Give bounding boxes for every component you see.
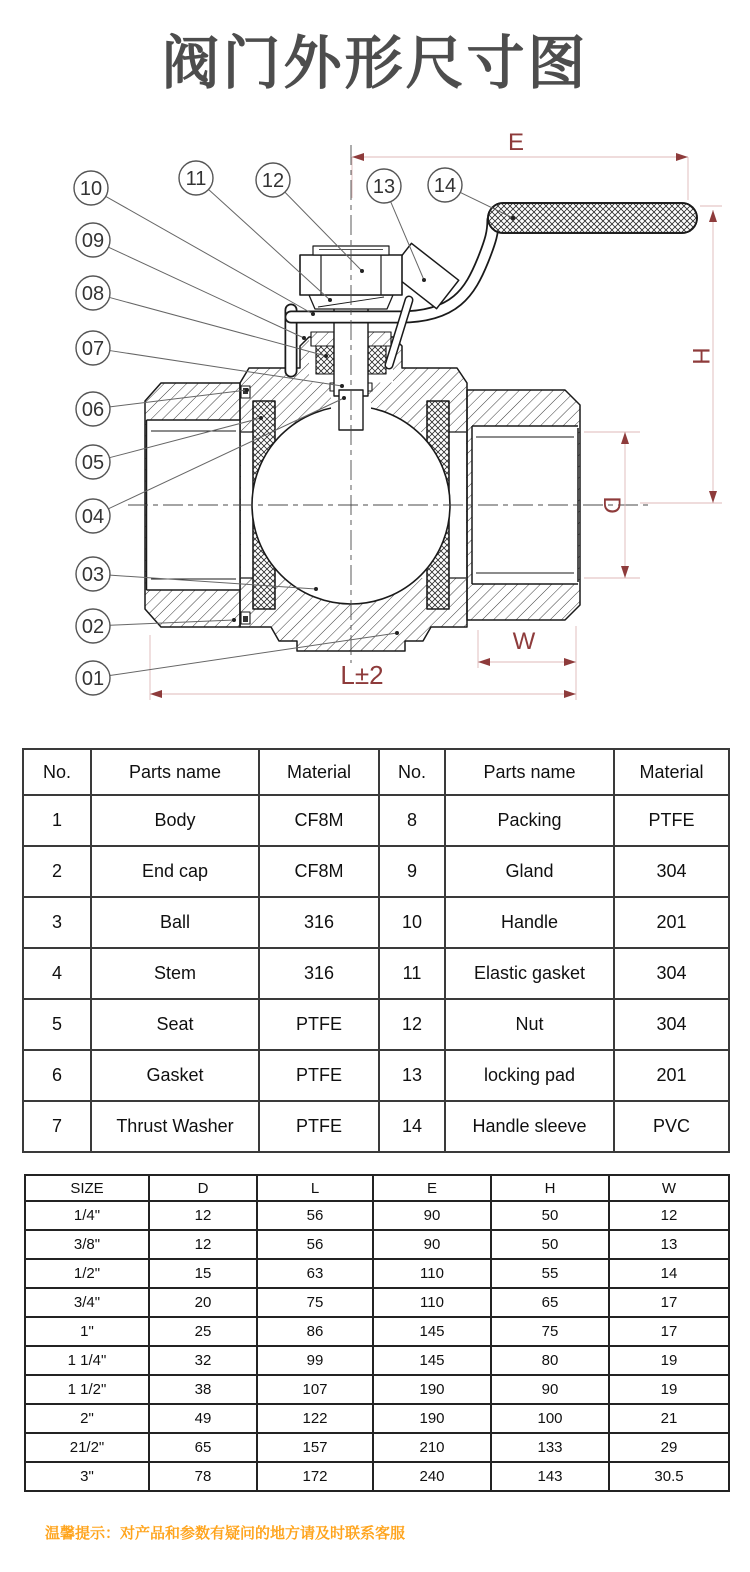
- table-cell: PTFE: [614, 795, 729, 846]
- table-row: [23, 846, 729, 897]
- column-header: E: [373, 1175, 491, 1201]
- column-header: Parts name: [445, 749, 614, 795]
- table-cell: 99: [257, 1346, 373, 1375]
- table-cell: 55: [491, 1259, 609, 1288]
- table-cell: 107: [257, 1375, 373, 1404]
- table-cell: Gland: [445, 846, 614, 897]
- table-row: [25, 1288, 729, 1317]
- column-header: Material: [259, 749, 379, 795]
- table-cell: Handle sleeve: [445, 1101, 614, 1152]
- table-row: [25, 1433, 729, 1462]
- callout-number: 13: [372, 176, 396, 198]
- table-cell: 15: [149, 1259, 257, 1288]
- table-cell: 7: [23, 1101, 91, 1152]
- table-cell: 201: [614, 897, 729, 948]
- callout-number: 06: [81, 399, 105, 421]
- table-row: [25, 1317, 729, 1346]
- footer-note: 温馨提示：对产品和参数有疑问的地方请及时联系客服: [45, 1525, 406, 1542]
- table-cell: 1/4": [25, 1201, 149, 1230]
- table-cell: 157: [257, 1433, 373, 1462]
- table-cell: 78: [149, 1462, 257, 1491]
- handle-sleeve: [488, 203, 697, 233]
- table-cell: 172: [257, 1462, 373, 1491]
- table-row: [25, 1404, 729, 1433]
- table-cell: PTFE: [259, 1101, 379, 1152]
- callout-number: 11: [185, 168, 207, 190]
- table-cell: 90: [491, 1375, 609, 1404]
- table-cell: CF8M: [259, 846, 379, 897]
- table-cell: 143: [491, 1462, 609, 1491]
- table-cell: 110: [373, 1259, 491, 1288]
- table-cell: Ball: [91, 897, 259, 948]
- callout-number: 14: [433, 175, 457, 197]
- table-row: [23, 897, 729, 948]
- column-header: Material: [614, 749, 729, 795]
- column-header: L: [257, 1175, 373, 1201]
- table-row: [25, 1201, 729, 1230]
- table-cell: 201: [614, 1050, 729, 1101]
- table-cell: 32: [149, 1346, 257, 1375]
- table-cell: Stem: [91, 948, 259, 999]
- dim-label-h: H: [687, 347, 714, 365]
- table-cell: 19: [609, 1375, 729, 1404]
- table-cell: 19: [609, 1346, 729, 1375]
- table-cell: 8: [379, 795, 445, 846]
- table-cell: 17: [609, 1317, 729, 1346]
- table-cell: Seat: [91, 999, 259, 1050]
- callout-balloon-14: [428, 168, 515, 220]
- callout-number: 05: [81, 452, 105, 474]
- callout-number: 09: [81, 230, 105, 252]
- table-cell: 5: [23, 999, 91, 1050]
- table-row: [23, 999, 729, 1050]
- table-row: [23, 1101, 729, 1152]
- dim-label-w: W: [512, 628, 536, 655]
- table-cell: Nut: [445, 999, 614, 1050]
- table-cell: 9: [379, 846, 445, 897]
- table-cell: 29: [609, 1433, 729, 1462]
- table-cell: 30.5: [609, 1462, 729, 1491]
- table-cell: 10: [379, 897, 445, 948]
- table-cell: 14: [609, 1259, 729, 1288]
- table-cell: 1/2": [25, 1259, 149, 1288]
- callout-number: 12: [261, 170, 285, 192]
- callout-number: 08: [81, 283, 105, 305]
- valve-drawing: [0, 115, 750, 740]
- table-cell: 110: [373, 1288, 491, 1317]
- table-cell: 190: [373, 1375, 491, 1404]
- table-cell: CF8M: [259, 795, 379, 846]
- table-cell: Packing: [445, 795, 614, 846]
- table-cell: locking pad: [445, 1050, 614, 1101]
- table-row: [25, 1259, 729, 1288]
- table-cell: 133: [491, 1433, 609, 1462]
- column-header: No.: [379, 749, 445, 795]
- table-cell: 38: [149, 1375, 257, 1404]
- table-cell: 75: [491, 1317, 609, 1346]
- table-cell: 1 1/4": [25, 1346, 149, 1375]
- table-row: [25, 1462, 729, 1491]
- table-cell: 63: [257, 1259, 373, 1288]
- table-cell: 2: [23, 846, 91, 897]
- table-cell: 12: [149, 1201, 257, 1230]
- table-cell: 2": [25, 1404, 149, 1433]
- callout-number: 03: [81, 564, 105, 586]
- table-cell: 190: [373, 1404, 491, 1433]
- table-cell: Thrust Washer: [91, 1101, 259, 1152]
- table-cell: 25: [149, 1317, 257, 1346]
- column-header: SIZE: [25, 1175, 149, 1201]
- table-cell: 90: [373, 1230, 491, 1259]
- column-header: H: [491, 1175, 609, 1201]
- column-header: D: [149, 1175, 257, 1201]
- callout-number: 10: [79, 178, 103, 200]
- table-cell: 56: [257, 1230, 373, 1259]
- dim-label-e: E: [507, 129, 525, 156]
- table-cell: PVC: [614, 1101, 729, 1152]
- table-cell: PTFE: [259, 999, 379, 1050]
- table-row: [23, 795, 729, 846]
- table-cell: 49: [149, 1404, 257, 1433]
- table-cell: 14: [379, 1101, 445, 1152]
- table-cell: 13: [609, 1230, 729, 1259]
- table-row: [25, 1346, 729, 1375]
- table-cell: 90: [373, 1201, 491, 1230]
- table-cell: 1 1/2": [25, 1375, 149, 1404]
- table-cell: 304: [614, 948, 729, 999]
- table-cell: 50: [491, 1230, 609, 1259]
- table-cell: 75: [257, 1288, 373, 1317]
- table-cell: 80: [491, 1346, 609, 1375]
- callout-number: 01: [81, 668, 105, 690]
- table-cell: 6: [23, 1050, 91, 1101]
- dim-label-l: L±2: [340, 660, 384, 690]
- table-cell: 316: [259, 897, 379, 948]
- table-cell: 145: [373, 1317, 491, 1346]
- table-cell: PTFE: [259, 1050, 379, 1101]
- table-cell: 21/2": [25, 1433, 149, 1462]
- table-cell: Gasket: [91, 1050, 259, 1101]
- parts-table: [22, 748, 730, 1153]
- table-cell: 20: [149, 1288, 257, 1317]
- table-row: [23, 948, 729, 999]
- dim-label-d: D: [598, 496, 625, 514]
- table-cell: 56: [257, 1201, 373, 1230]
- table-row: [25, 1230, 729, 1259]
- parts-table-header-row: [23, 749, 729, 795]
- table-cell: 1": [25, 1317, 149, 1346]
- table-cell: 12: [609, 1201, 729, 1230]
- table-cell: 304: [614, 999, 729, 1050]
- table-cell: 12: [379, 999, 445, 1050]
- table-cell: 17: [609, 1288, 729, 1317]
- table-cell: Handle: [445, 897, 614, 948]
- column-header: No.: [23, 749, 91, 795]
- column-header: W: [609, 1175, 729, 1201]
- table-cell: 86: [257, 1317, 373, 1346]
- table-cell: End cap: [91, 846, 259, 897]
- table-cell: 65: [149, 1433, 257, 1462]
- table-cell: 13: [379, 1050, 445, 1101]
- table-cell: 210: [373, 1433, 491, 1462]
- table-cell: 50: [491, 1201, 609, 1230]
- callout-number: 07: [81, 338, 105, 360]
- callout-balloon-09: [76, 223, 306, 340]
- table-row: [23, 1050, 729, 1101]
- table-cell: 12: [149, 1230, 257, 1259]
- table-row: [25, 1375, 729, 1404]
- table-cell: 3/8": [25, 1230, 149, 1259]
- table-cell: 3": [25, 1462, 149, 1491]
- callout-number: 04: [81, 506, 105, 528]
- table-cell: 3/4": [25, 1288, 149, 1317]
- table-cell: 65: [491, 1288, 609, 1317]
- table-cell: 240: [373, 1462, 491, 1491]
- size-table: [24, 1174, 730, 1492]
- table-cell: Elastic gasket: [445, 948, 614, 999]
- table-cell: 4: [23, 948, 91, 999]
- table-cell: 100: [491, 1404, 609, 1433]
- column-header: Parts name: [91, 749, 259, 795]
- page-title: 阀门外形尺寸图: [161, 31, 589, 96]
- table-cell: 21: [609, 1404, 729, 1433]
- table-cell: 316: [259, 948, 379, 999]
- table-cell: 122: [257, 1404, 373, 1433]
- table-cell: 304: [614, 846, 729, 897]
- table-cell: 3: [23, 897, 91, 948]
- table-cell: 145: [373, 1346, 491, 1375]
- size-table-header-row: [25, 1175, 729, 1201]
- table-cell: 11: [379, 948, 445, 999]
- callout-number: 02: [81, 616, 105, 638]
- table-cell: Body: [91, 795, 259, 846]
- table-cell: 1: [23, 795, 91, 846]
